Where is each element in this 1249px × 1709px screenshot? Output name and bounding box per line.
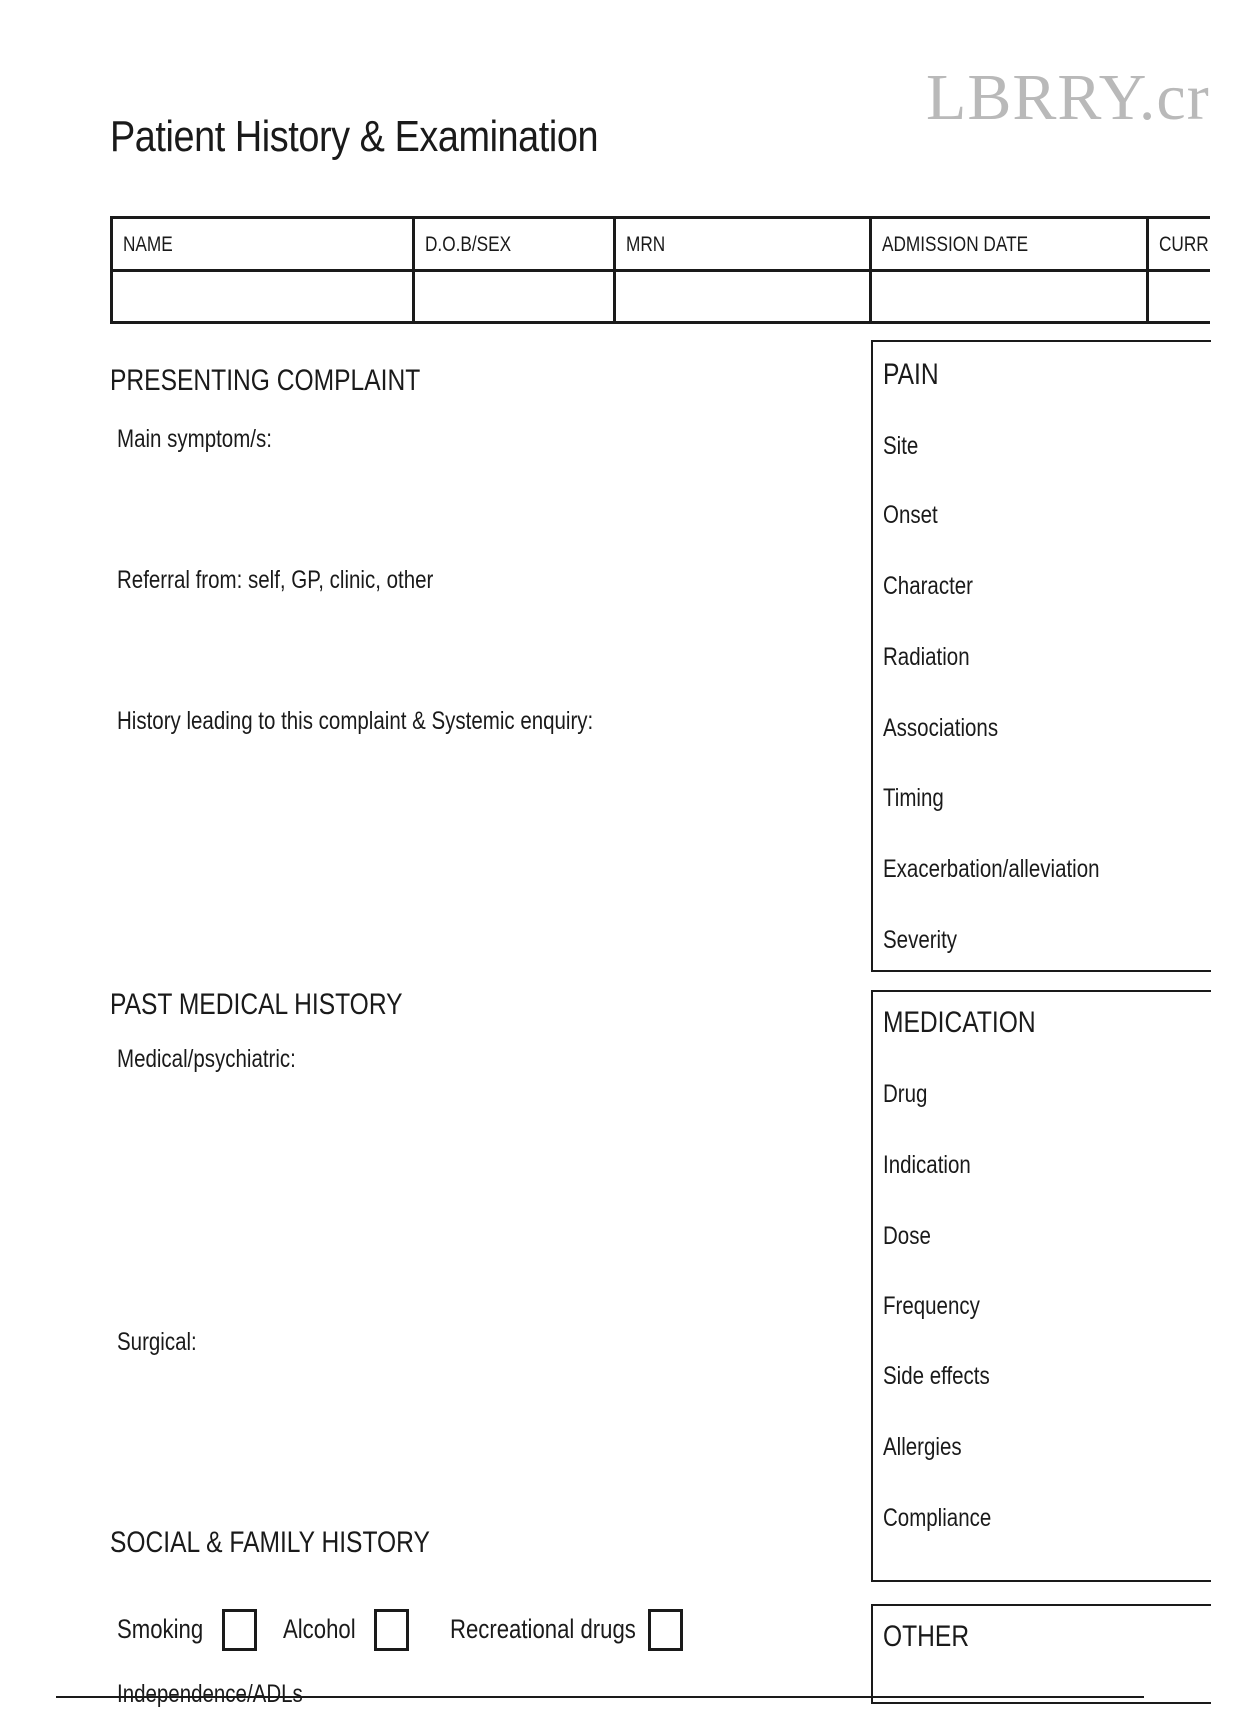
header-label-name: NAME <box>123 233 173 256</box>
header-label-mrn: MRN <box>626 233 666 256</box>
history-label: History leading to this complaint & Systemic enquiry: <box>117 707 594 735</box>
pain-item-character: Character <box>883 572 974 600</box>
alcohol-label: Alcohol <box>283 1614 356 1644</box>
past-medical-history-heading: PAST MEDICAL HISTORY <box>110 988 403 1021</box>
recreational-drugs-checkbox[interactable] <box>648 1609 683 1651</box>
smoking-checkbox[interactable] <box>222 1609 257 1651</box>
dob-sex-value-field[interactable] <box>418 272 613 318</box>
recreational-drugs-label: Recreational drugs <box>450 1614 636 1644</box>
header-label-dob-sex: D.O.B/SEX <box>425 233 512 256</box>
pain-item-severity: Severity <box>883 926 958 954</box>
medication-box-title: MEDICATION <box>883 1006 1036 1039</box>
mrn-value-field[interactable] <box>619 272 869 318</box>
medication-item-frequency: Frequency <box>883 1292 980 1320</box>
smoking-label: Smoking <box>117 1614 204 1644</box>
other-box-title: OTHER <box>883 1620 970 1653</box>
header-label-current: CURR <box>1159 233 1209 256</box>
medication-item-dose: Dose <box>883 1222 931 1250</box>
medication-item-side-effects: Side effects <box>883 1362 990 1390</box>
admission-date-value-field[interactable] <box>875 272 1146 318</box>
medication-box <box>871 990 1211 1582</box>
medication-item-compliance: Compliance <box>883 1504 992 1532</box>
pain-item-onset: Onset <box>883 501 938 529</box>
header-label-admission-date: ADMISSION DATE <box>882 233 1029 256</box>
presenting-complaint-heading: PRESENTING COMPLAINT <box>110 364 421 397</box>
name-value-field[interactable] <box>116 272 412 318</box>
social-family-history-heading: SOCIAL & FAMILY HISTORY <box>110 1526 430 1559</box>
pain-item-site: Site <box>883 432 919 460</box>
bottom-divider <box>56 1696 1144 1698</box>
other-box <box>871 1604 1211 1704</box>
surgical-label: Surgical: <box>117 1328 197 1356</box>
medical-psychiatric-label: Medical/psychiatric: <box>117 1045 296 1073</box>
medication-item-drug: Drug <box>883 1080 928 1108</box>
medication-item-allergies: Allergies <box>883 1433 962 1461</box>
alcohol-checkbox[interactable] <box>374 1609 409 1651</box>
independence-label: Independence/ADLs <box>117 1680 303 1708</box>
pain-item-associations: Associations <box>883 714 999 742</box>
main-symptoms-label: Main symptom/s: <box>117 425 272 453</box>
pain-box-title: PAIN <box>883 358 939 391</box>
pain-box <box>871 340 1211 972</box>
pain-item-exacerbation: Exacerbation/alleviation <box>883 855 1100 883</box>
header-cell-current <box>1149 219 1249 321</box>
patient-header-table <box>110 216 1210 324</box>
pain-item-radiation: Radiation <box>883 643 970 671</box>
medication-item-indication: Indication <box>883 1151 971 1179</box>
watermark-logo: LBRRY.cr <box>926 61 1210 134</box>
page-title: Patient History & Examination <box>110 112 599 161</box>
pain-item-timing: Timing <box>883 784 944 812</box>
referral-label: Referral from: self, GP, clinic, other <box>117 566 434 594</box>
